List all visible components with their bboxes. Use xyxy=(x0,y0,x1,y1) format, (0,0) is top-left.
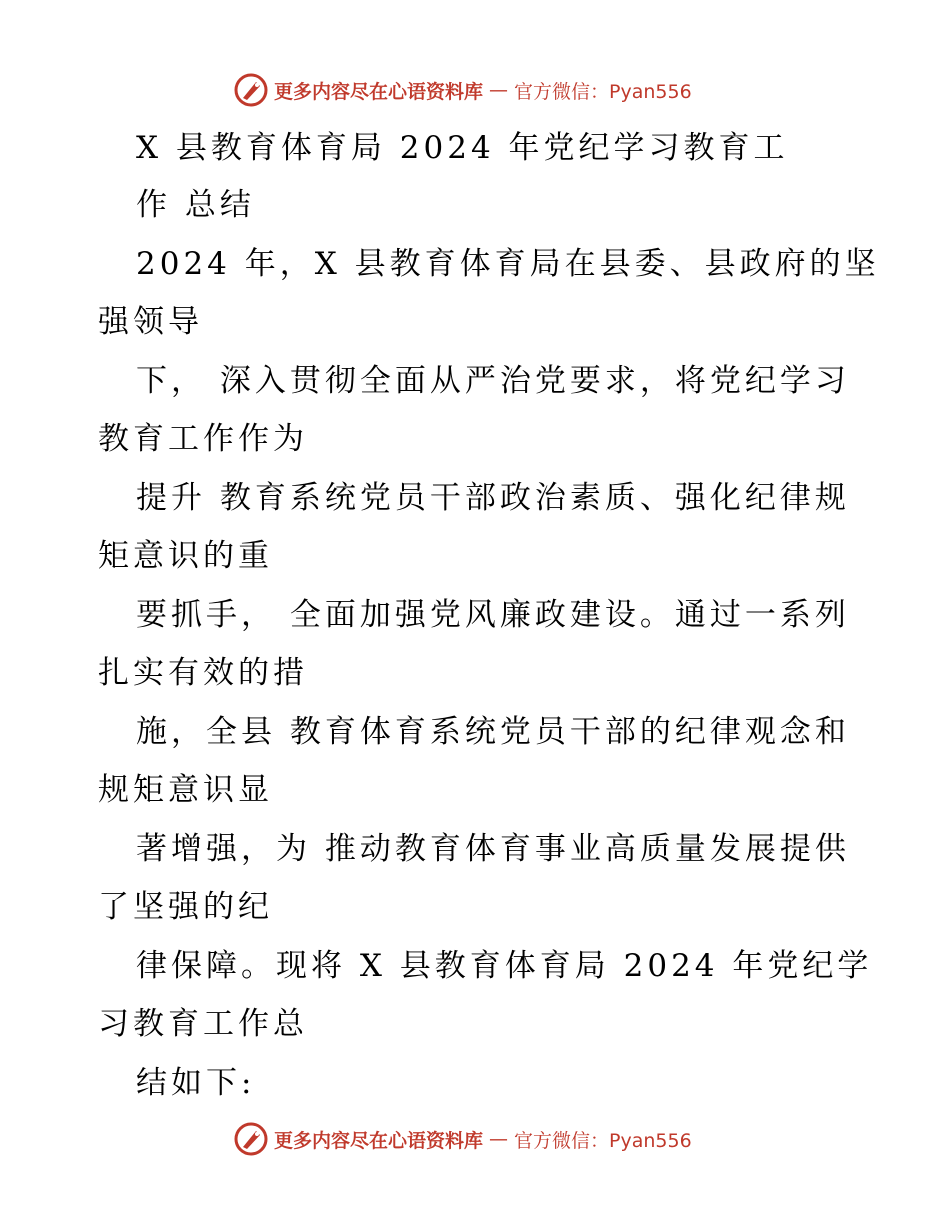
body-line: 要抓手， 全面加强党风廉政建设。通过一系列 xyxy=(136,597,850,633)
watermark-dash: — xyxy=(489,79,509,101)
body-line: 了坚强的纪 xyxy=(98,889,273,925)
body-line: 矩意识的重 xyxy=(98,538,273,574)
pen-nib-icon xyxy=(234,73,268,107)
document-title-line-2: 作 总结 xyxy=(136,187,255,223)
header-watermark xyxy=(234,72,692,108)
watermark-contact-text: 官方微信：Pyan556 xyxy=(514,1129,692,1152)
pen-nib-icon xyxy=(234,1122,268,1156)
watermark-contact-text: 官方微信：Pyan556 xyxy=(514,80,692,103)
watermark-dash: — xyxy=(489,1128,509,1150)
body-line: 规矩意识显 xyxy=(98,772,273,808)
body-line: 下， 深入贯彻全面从严治党要求，将党纪学习 xyxy=(136,363,850,399)
body-line: 2024 年，X 县教育体育局在县委、县政府的坚 xyxy=(136,246,880,282)
body-line: 教育工作作为 xyxy=(98,421,308,457)
watermark-brand-text: 更多内容尽在心语资料库 xyxy=(274,80,484,103)
body-line: 著增强，为 推动教育体育事业高质量发展提供 xyxy=(136,831,850,867)
body-line: 律保障。现将 X 县教育体育局 2024 年党纪学 xyxy=(136,948,873,984)
body-line: 强领导 xyxy=(98,304,203,340)
body-line: 施，全县 教育体育系统党员干部的纪律观念和 xyxy=(136,714,850,750)
body-line: 习教育工作总 xyxy=(98,1006,308,1042)
footer-watermark xyxy=(234,1121,692,1157)
document-title-line-1: X 县教育体育局 2024 年党纪学习教育工 xyxy=(136,130,789,166)
body-line: 扎实有效的措 xyxy=(98,655,308,691)
body-line: 结如下: xyxy=(136,1065,256,1101)
watermark-brand-text: 更多内容尽在心语资料库 xyxy=(274,1129,484,1152)
body-line: 提升 教育系统党员干部政治素质、强化纪律规 xyxy=(136,480,850,516)
